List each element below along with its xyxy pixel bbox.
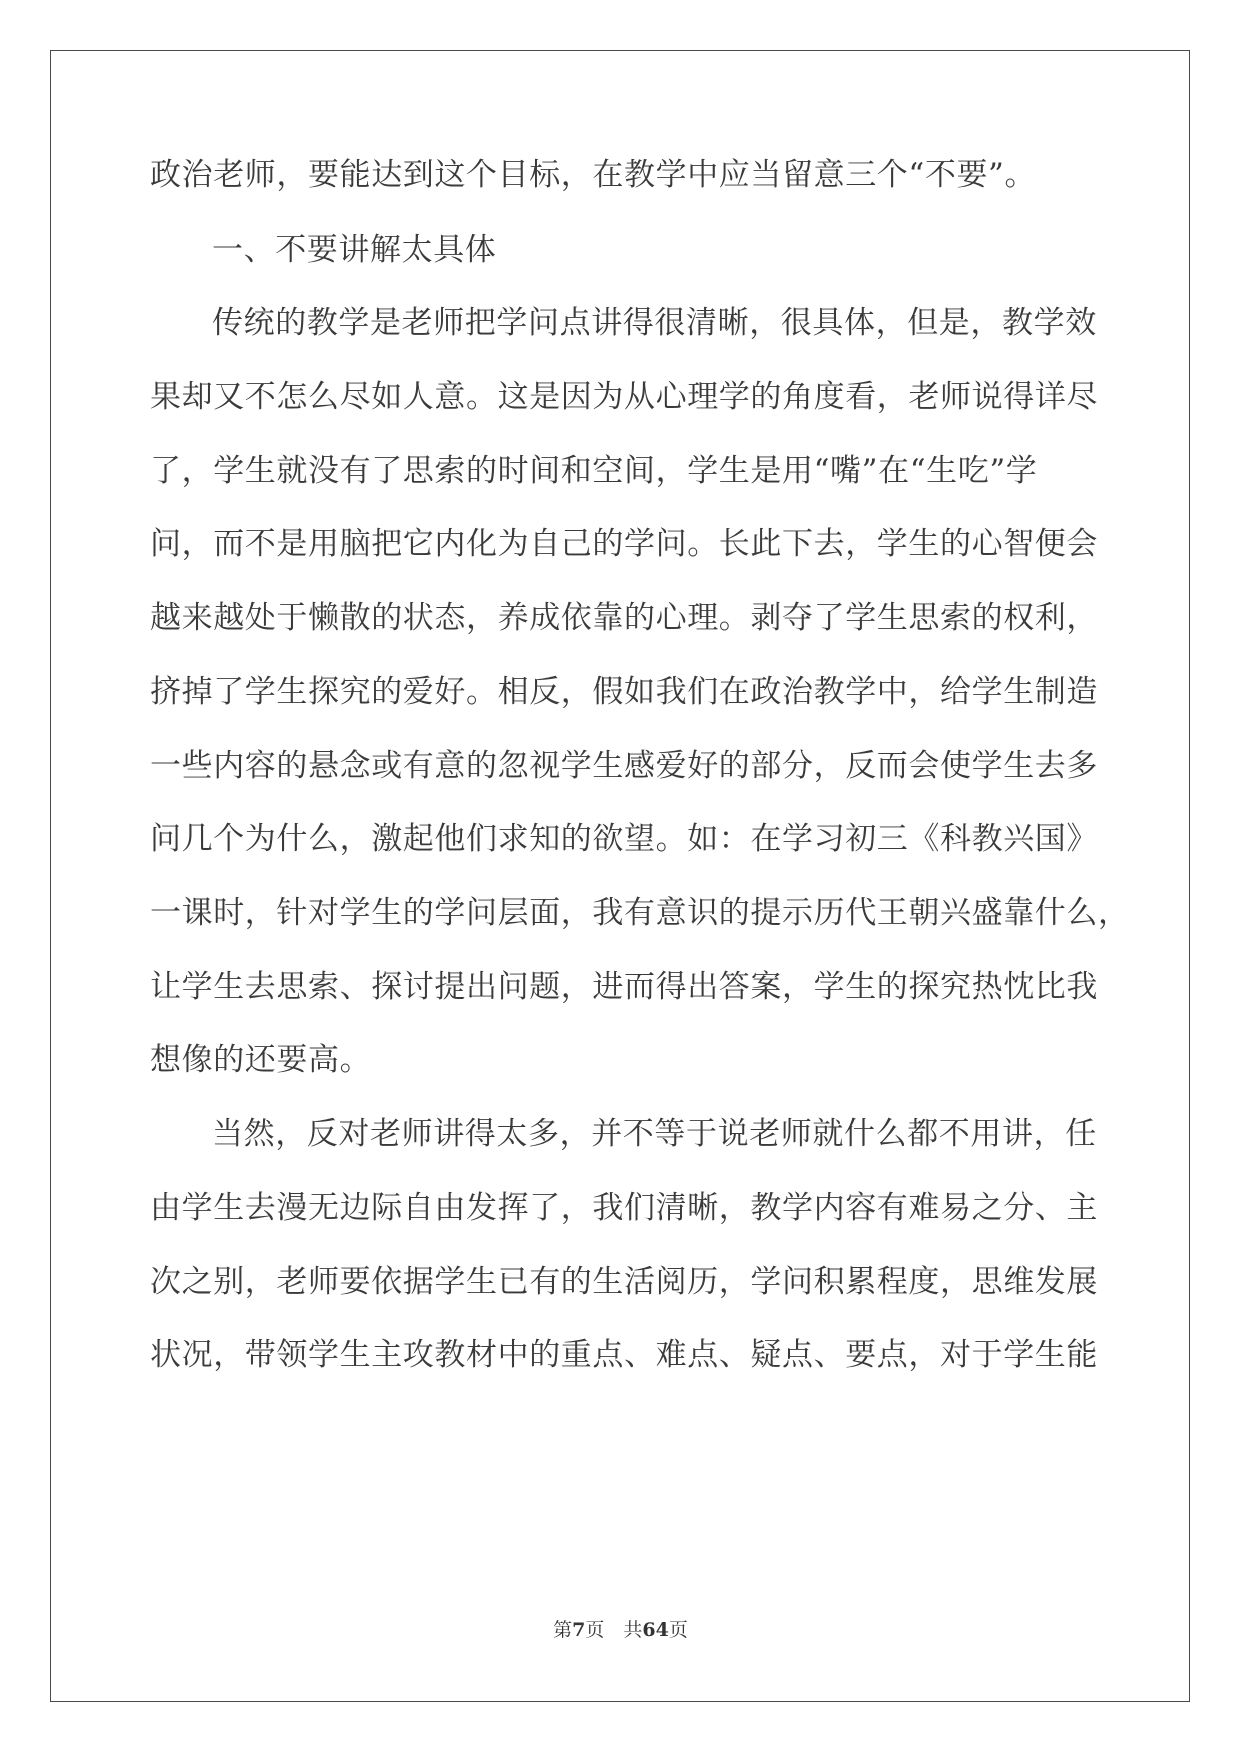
text-line: 一课时，针对学生的学问层面，我有意识的提示历代王朝兴盛靠什么， bbox=[150, 895, 1130, 931]
text-line: 了，学生就没有了思索的时间和空间，学生是用“嘴”在“生吃”学 bbox=[150, 453, 1038, 489]
text-line: 果却又不怎么尽如人意。这是因为从心理学的角度看，老师说得详尽 bbox=[150, 379, 1098, 415]
text-line: 挤掉了学生探究的爱好。相反，假如我们在政治教学中，给学生制造 bbox=[150, 674, 1098, 710]
text-line: 传统的教学是老师把学问点讲得很清晰，很具体，但是，教学效 bbox=[212, 305, 1097, 341]
text-line: 由学生去漫无边际自由发挥了，我们清晰，教学内容有难易之分、主 bbox=[150, 1190, 1098, 1226]
section-heading: 一、不要讲解太具体 bbox=[212, 232, 497, 268]
footer-mid: 页 共 bbox=[585, 1619, 643, 1641]
footer-prefix: 第 bbox=[553, 1619, 573, 1641]
text-line: 问，而不是用脑把它内化为自己的学问。长此下去，学生的心智便会 bbox=[150, 526, 1098, 562]
text-line: 一些内容的悬念或有意的忽视学生感爱好的部分，反而会使学生去多 bbox=[150, 748, 1098, 784]
text-line: 问几个为什么，激起他们求知的欲望。如：在学习初三《科教兴国》 bbox=[150, 821, 1098, 857]
text-line: 政治老师，要能达到这个目标，在教学中应当留意三个“不要”。 bbox=[150, 157, 1037, 193]
text-line: 让学生去思索、探讨提出问题，进而得出答案，学生的探究热忱比我 bbox=[150, 969, 1098, 1005]
footer-suffix: 页 bbox=[668, 1619, 688, 1641]
page-footer bbox=[0, 1618, 1241, 1642]
text-line: 当然，反对老师讲得太多，并不等于说老师就什么都不用讲，任 bbox=[212, 1116, 1097, 1152]
text-line: 越来越处于懒散的状态，养成依靠的心理。剥夺了学生思索的权利， bbox=[150, 600, 1098, 636]
page-number: 7 bbox=[572, 1619, 586, 1641]
text-line: 次之别，老师要依据学生已有的生活阅历，学问积累程度，思维发展 bbox=[150, 1264, 1098, 1300]
page-border bbox=[50, 50, 1190, 1702]
page-total: 64 bbox=[642, 1619, 669, 1641]
text-line: 状况，带领学生主攻教材中的重点、难点、疑点、要点，对于学生能 bbox=[150, 1337, 1098, 1373]
text-line: 想像的还要高。 bbox=[150, 1042, 372, 1078]
